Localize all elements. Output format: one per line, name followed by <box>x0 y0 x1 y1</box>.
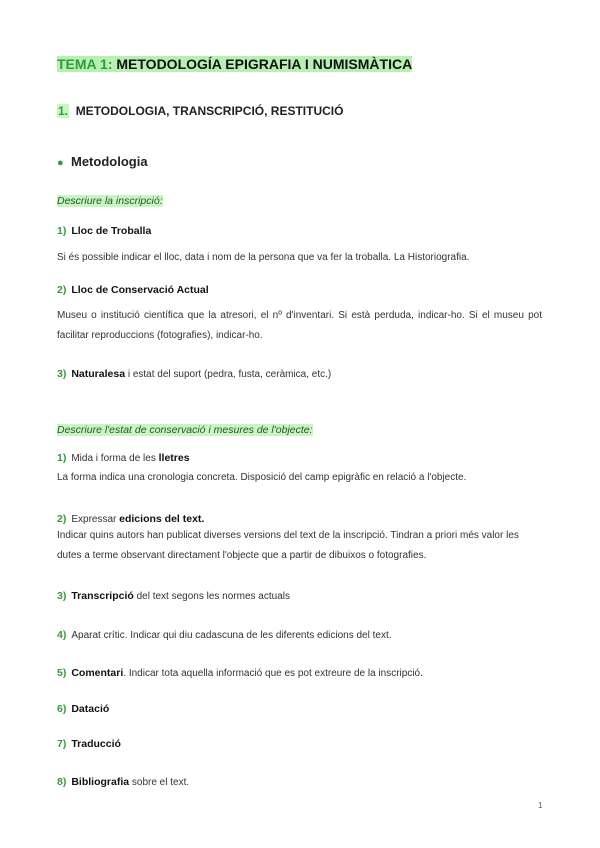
section-label: METODOLOGIA, TRANSCRIPCIÓ, RESTITUCIÓ <box>75 104 344 118</box>
item-letters: 1) Mida i forma de les lletres <box>57 452 190 464</box>
item-commentary: 5) Comentari. Indicar tota aquella informació que es pot extreure de la inscripció. <box>57 667 423 679</box>
section-number: 1. <box>58 104 69 118</box>
document-title: TEMA 1: METODOLOGÍA EPIGRAFIA I NUMISMÀTICA <box>57 56 413 72</box>
item-bibliography: 8) Bibliografia sobre el text. <box>57 776 190 788</box>
item-nature: 3) Naturalesa i estat del suport (pedra, fusta, ceràmica, etc.) <box>57 368 332 380</box>
subsection-heading: ● Metodologia <box>57 154 148 169</box>
item-conservation-location-text: Museu o institució científica que la atresori, el nº d'inventari. Si està perduda, indicar-ho. Si el museu pot facilitar reproduccions (fotografies), indicar-ho. <box>57 310 542 341</box>
item-editions: 2) Expressar edicions del text. <box>57 513 205 525</box>
item-find-location: 1) Lloc de Troballa <box>57 225 152 237</box>
item-find-location-text: Si és possible indicar el lloc, data i nom de la persona que va fer la troballa. La Historiografia. <box>57 252 470 263</box>
page-number: 1 <box>538 801 543 810</box>
bullet-icon: ● <box>57 157 64 169</box>
item-letters-text: La forma indica una cronologia concreta. Disposició del camp epigràfic en relació a l'objecte. <box>57 472 467 483</box>
intro-inscription: Descriure la inscripció: <box>57 195 163 207</box>
item-translation: 7) Traducció <box>57 738 121 750</box>
item-editions-text: Indicar quins autors han publicat diverses versions del text de la inscripció. Tindran a priori més valor les dutes a terme observant directament l'objecte que a partir de dibuixos o fotografies. <box>57 530 519 561</box>
section-heading <box>57 104 343 118</box>
intro-conservation: Descriure l'estat de conservació i mesures de l'objecte: <box>57 424 313 436</box>
item-transcription: 3) Transcripció del text segons les normes actuals <box>57 590 290 602</box>
item-conservation-location: 2) Lloc de Conservació Actual <box>57 284 209 296</box>
item-critical-apparatus: 4) Aparat crític. Indicar qui diu cadascuna de les diferents edicions del text. <box>57 629 392 641</box>
item-dating: 6) Datació <box>57 703 110 715</box>
